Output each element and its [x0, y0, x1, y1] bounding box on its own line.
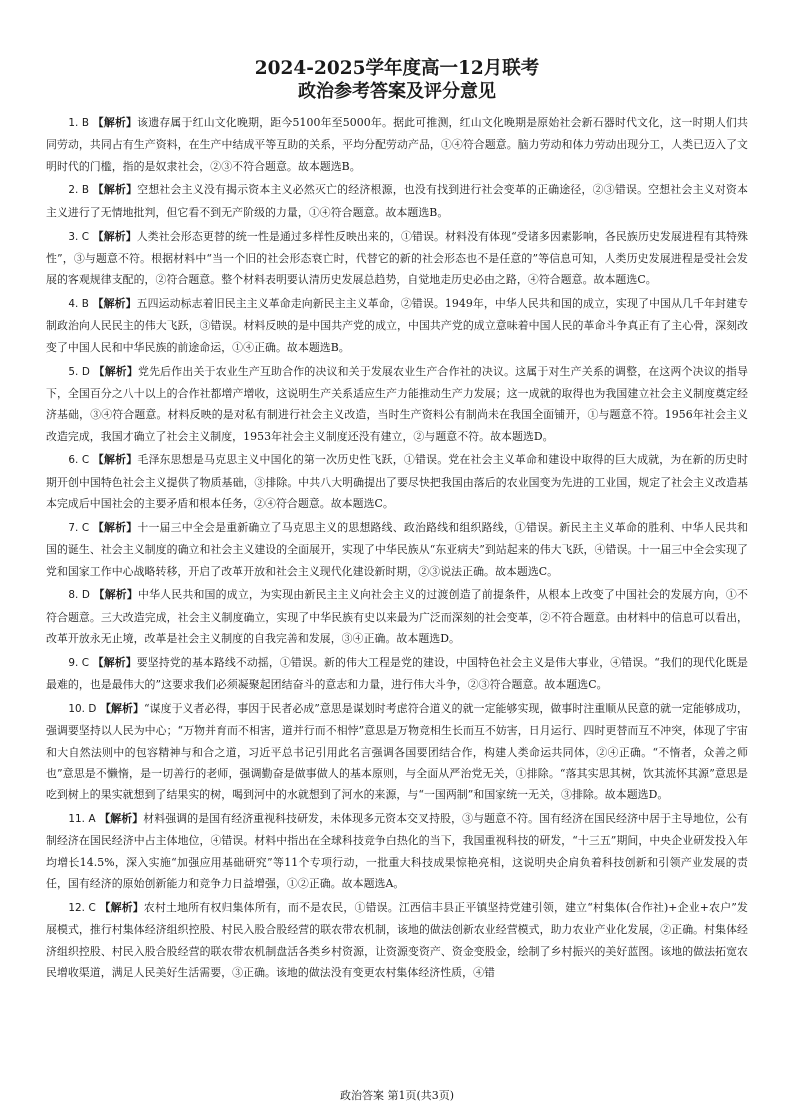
answer-text: 该遗存属于红山文化晚期，距今5100年至5000年。据此可推测，红山文化晚期是原始社会新石器时代文化，这一时期人们共同劳动，共同占有生产资料，在生产中结成平等互助的关系，平均分配劳动产品，①④符合题意。脑力劳动和体力劳动出现分工，人类已迈入了文明时代的门槛，指的是奴隶社会，②③不符合题意。故本题选B。	[46, 116, 748, 173]
answer-number: 3. C	[68, 230, 90, 243]
analysis-label: 【解析】	[92, 453, 138, 467]
answer-item-9	[46, 652, 748, 696]
answer-number: 7. C	[68, 521, 90, 534]
answer-text: 人类社会形态更替的统一性是通过多样性反映出来的，①错误。材料没有体现“受诸多因素影响，各民族历史发展进程有其特殊性”，③与题意不符。根据材料中“当一个旧的社会形态衰亡时，代替它的新的社会形态也不是任意的”等信息可知，人类历史发展进程是受社会发展的客观规律支配的，②符合题意。整个材料表明要认清历史发展总趋势，自觉地走历史必由之路，④符合题意。故本题选C。	[46, 229, 748, 287]
analysis-label: 【解析】	[92, 116, 138, 129]
answer-number: 8. D	[68, 589, 90, 602]
answer-item-11	[46, 808, 748, 894]
analysis-label: 【解析】	[93, 364, 138, 378]
answer-item-1	[46, 112, 748, 177]
answer-number: 1. B	[68, 117, 90, 129]
answer-item-8	[46, 584, 748, 649]
analysis-label: 【解析】	[92, 520, 138, 534]
analysis-label: 【解析】	[92, 655, 137, 669]
answer-text: 党先后作出关于农业生产互助合作的决议和关于发展农业生产合作社的决议。这属于对生产关系的调整，在这两个决议的指导下，全国百分之八十以上的合作社都增产增收，这说明生产关系适应生产力能推动生产力发展；这一成就的取得也为我国建立社会主义制度奠定经济基础，③④符合题意。材料反映的是对私有制进行社会主义改造，当时生产资料公有制尚未在我国全面铺开，①与题意不符。1956年社会主义改造完成，我国才确立了社会主义制度，1953年社会主义制度还没有建立，②与题意不符。故本题选D。	[46, 364, 748, 443]
answer-text: 要坚持党的基本路线不动摇，①错误。新的伟大工程是党的建设，中国特色社会主义是伟大事业，④错误。“我们的现代化既是最难的，也是最伟大的”这要求我们必须凝聚起团结奋斗的意志和力量，进行伟大斗争，②③符合题意。故本题选C。	[46, 655, 748, 692]
answer-item-4	[46, 293, 748, 358]
answer-item-5	[46, 361, 748, 447]
answer-number: 11. A	[68, 813, 96, 826]
answer-number: 6. C	[68, 454, 90, 467]
answer-list	[46, 112, 748, 983]
answer-text: 材料强调的是国有经济重视科技研发，未体现多元资本交叉持股，③与题意不符。国有经济在国民经济中居于主导地位，公有制经济在国民经济中占主体地位，④错误。材料中指出在全球科技竞争白热化的当下，我国重视科技的研发，“十三五”期间，中央企业研发投入年均增长14.5%，深入实施“加强应用基础研究”等11个专项行动，一批重大科技成果惊艳亮相，这说明央企肩负着科技创新和引领产业发展的责任，国有经济的原始创新能力和竞争力日益增强，①②正确。故本题选A。	[46, 812, 748, 891]
answer-number: 12. C	[68, 901, 96, 914]
analysis-label: 【解析】	[92, 229, 137, 243]
answer-number: 10. D	[68, 703, 97, 716]
answer-item-12	[46, 897, 748, 983]
page-title: 2024-2025学年度高一12月联考	[254, 58, 540, 79]
answer-text: 农村土地所有权归集体所有，而不是农民，①错误。江西信丰县正平镇坚持党建引领，建立“村集体(合作社)+企业+农户”发展模式，推行村集体经济组织控股、村民入股合股经营的联农带农机制，该地的做法创新农业经营模式，助力农业产业化发展，②正确。村集体经济组织控股、村民入股合股经营的联农带农机制盘活各类乡村资源，让资源变资产、资金变股金，绘制了乡村振兴的美好蓝图。该地的做法拓宽农民增收渠道，满足人民美好生活需要，③正确。该地的做法没有变更农村集体经济性质，④错	[46, 900, 748, 979]
analysis-label: 【解析】	[92, 183, 138, 197]
answer-item-3	[46, 226, 748, 291]
page-footer: 政治答案 第1页(共3页)	[339, 1089, 455, 1102]
answer-text: 空想社会主义没有揭示资本主义必然灭亡的经济根源，也没有找到进行社会变革的正确途径，②③错误。空想社会主义对资本主义进行了无情地批判，但它看不到无产阶级的力量，①④符合题意。故本题选B。	[46, 183, 748, 219]
answer-text: “谋度于义者必得，事因于民者必成”意思是谋划时考虑符合道义的就一定能够实现，做事时注重顺从民意的就一定能够成功，强调要坚持以人民为中心；“万物并育而不相害，道并行而不相悖”意思是万物竞相生长而互不妨害，日月运行、四时更替而互不冲突，体现了宇宙和大自然法则中的包容精神与和合之道，习近平总书记引用此名言强调各国要团结合作，构建人类命运共同体，②④正确。“不惰者，众善之师也”意思是不懒惰，是一切善行的老师，强调勤奋是做事做人的基本原则，与全面从严治党无关，①排除。“落其实思其树，饮其流怀其源”意思是吃到树上的果实就想到了结果实的树，喝到河中的水就想到了河水的来源，与“一国两制”和国家统一无关，③排除。故本题选D。	[46, 702, 748, 802]
answer-text: 中华人民共和国的成立，为实现由新民主主义向社会主义的过渡创造了前提条件，从根本上改变了中国社会的发展方向，①不符合题意。三大改造完成，社会主义制度确立，实现了中华民族有史以来最为广泛而深刻的社会变革，②不符合题意。由材料中的信息可以看出，改革开放永无止境，改革是社会主义制度的自我完善和发展，③④正确。故本题选D。	[46, 588, 748, 645]
answer-number: 2. B	[68, 184, 90, 197]
answer-number: 5. D	[68, 365, 90, 378]
analysis-label: 【解析】	[92, 297, 137, 311]
analysis-label: 【解析】	[100, 702, 144, 716]
answer-text: 毛泽东思想是马克思主义中国化的第一次历史性飞跃，①错误。党在社会主义革命和建设中取得的巨大成就，为在新的历史时期开创中国特色社会主义提供了物质基础，③排除。中共八大明确提出了要尽快把我国由落后的农业国变为先进的工业国，规定了社会主义改造基本完成后中国社会的主要矛盾和根本任务，②④符合题意。故本题选C。	[46, 453, 749, 511]
answer-number: 9. C	[68, 656, 90, 669]
answer-number: 4. B	[68, 298, 89, 311]
answer-item-2	[46, 179, 748, 223]
answer-item-6	[46, 449, 748, 514]
analysis-label: 【解析】	[99, 900, 144, 914]
page-subtitle: 政治参考答案及评分意见	[298, 81, 496, 102]
answer-item-10	[46, 698, 748, 805]
answer-text: 十一届三中全会是重新确立了马克思主义的思想路线、政治路线和组织路线，①错误。新民主主义革命的胜利、中华人民共和国的诞生、社会主义制度的确立和社会主义建设的全面展开，实现了中华民族从“东亚病夫”到站起来的伟大飞跃，④错误。十一届三中全会实现了党和国家工作中心战略转移，开启了改革开放和社会主义现代化建设新时期，②③说法正确。故本题选C。	[46, 520, 749, 578]
analysis-label: 【解析】	[99, 812, 144, 826]
answer-text: 五四运动标志着旧民主主义革命走向新民主主义革命，②错误。1949年，中华人民共和国的成立，实现了中国从几千年封建专制政治向人民民主的伟大飞跃，③错误。材料反映的是中国共产党的成立，中国共产党的成立意味着中国人民的革命斗争真正有了主心骨，深刻改变了中国人民和中华民族的前途命运，①④正确。故本题选B。	[46, 297, 749, 354]
analysis-label: 【解析】	[93, 588, 138, 602]
answer-item-7	[46, 517, 748, 582]
